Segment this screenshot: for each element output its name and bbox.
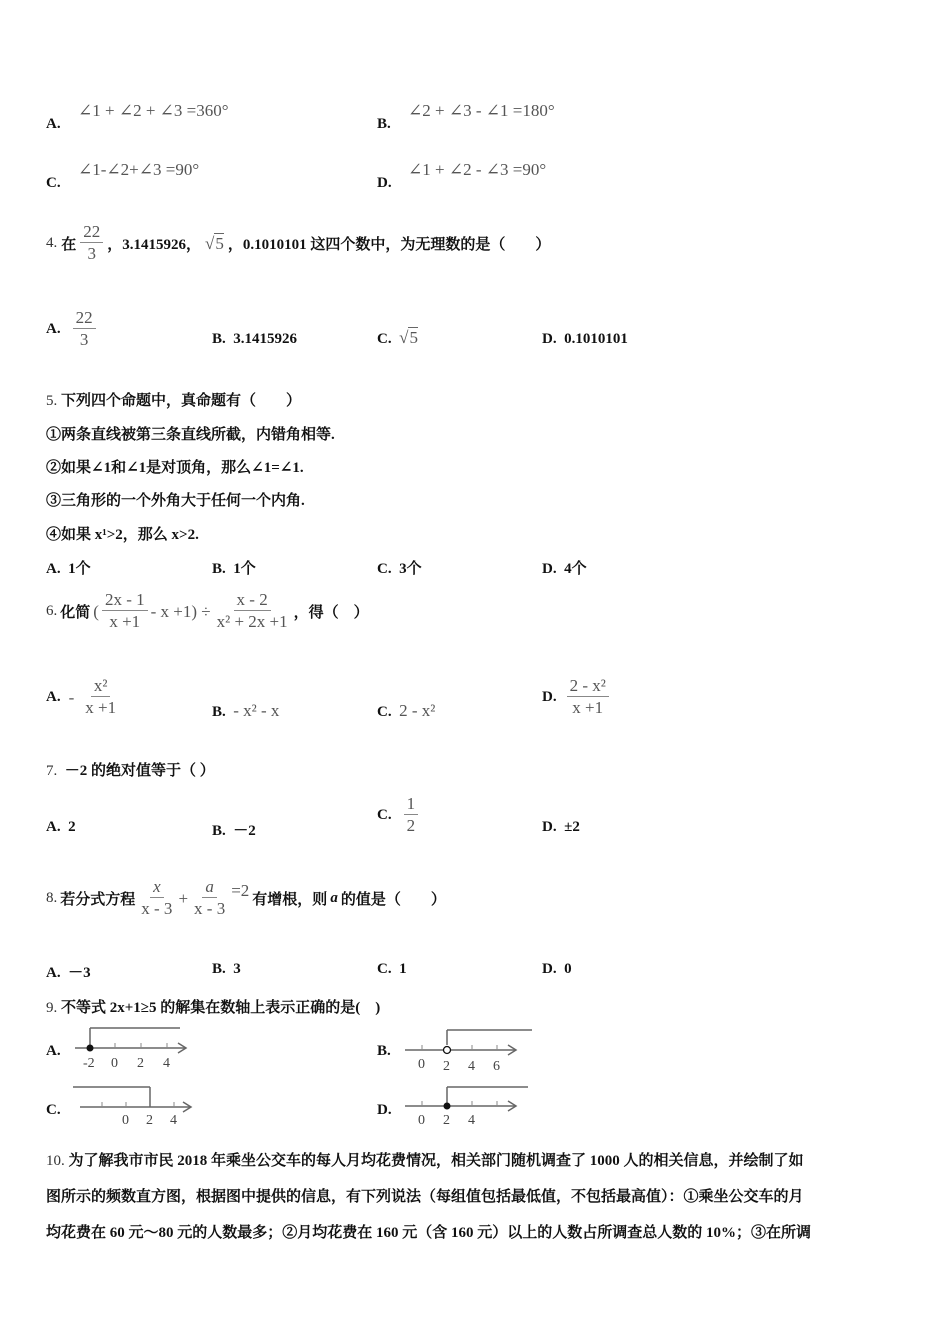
option-label: C. <box>377 807 392 823</box>
stem-text: 的值是（ ） <box>340 892 446 908</box>
option-expr: 2 - x² <box>399 701 436 720</box>
tick-label: 0 <box>111 1056 118 1071</box>
fraction <box>102 590 148 633</box>
option-text: －2 <box>233 823 256 839</box>
option-label: A. <box>46 689 61 705</box>
option-text: 0.1010101 <box>564 331 628 347</box>
option-b <box>212 557 256 578</box>
sqrt-expr: √5 <box>399 328 418 347</box>
option-c-label: C. <box>46 175 61 191</box>
fraction <box>214 590 291 633</box>
expr-mid: - x +1) ÷ <box>150 601 211 621</box>
tick-label: 6 <box>493 1059 500 1073</box>
stem-text: 有增根，则 <box>252 892 328 908</box>
option-d-expr: ∠1 + ∠2 - ∠3 =90° <box>408 160 547 179</box>
question-10-line-1 <box>46 1149 804 1170</box>
numerator: 2x - 1 <box>102 590 148 611</box>
tick-label: 4 <box>163 1056 170 1071</box>
option-text: 0 <box>564 961 572 977</box>
denominator: x +1 <box>572 698 604 717</box>
paragraph-text: 为了解我市市民 2018 年乘坐公交车的每人月均花费情况，相关部门随机调查了 1000 人的相关信息，并绘制了如 <box>68 1153 804 1169</box>
option-label: C. <box>377 961 392 977</box>
option-b-label: B. <box>377 116 391 132</box>
variable: a <box>330 890 338 906</box>
option-b-expr: ∠2 + ∠3 - ∠1 =180° <box>408 101 555 120</box>
option-text: 3个 <box>399 561 422 577</box>
option-b <box>212 701 279 721</box>
option-label: A. <box>46 561 61 577</box>
question-number: 6. <box>46 603 58 619</box>
fraction <box>138 877 175 920</box>
question-number: 5. <box>46 393 58 409</box>
option-label: D. <box>542 331 557 347</box>
statement-1: ①两条直线被第三条直线所截，内错角相等. <box>46 427 335 443</box>
question-10-line-3: 均花费在 60 元～80 元的人数最多；②月均花费在 160 元（含 160 元）以上的人数占所调查总人数的 10%；③在所调 <box>46 1225 812 1241</box>
numerator: 22 <box>73 308 96 329</box>
denominator: 2 <box>406 816 416 835</box>
tick-label: -2 <box>83 1056 95 1071</box>
minus-sign: - <box>68 687 75 707</box>
option-label: D. <box>542 819 557 835</box>
tick-label: 2 <box>146 1113 153 1127</box>
tick-label: 4 <box>170 1113 177 1127</box>
option-text: 3.1415926 <box>233 331 298 347</box>
tick-label: 4 <box>468 1113 475 1127</box>
option-text: 3 <box>233 961 241 977</box>
option-text: ±2 <box>564 819 580 835</box>
number-line-c <box>70 1082 195 1127</box>
fraction <box>404 794 419 837</box>
fraction <box>80 222 103 265</box>
option-label: B. <box>212 823 226 839</box>
option-text: 2 <box>68 819 76 835</box>
option-label: D. <box>542 689 557 705</box>
radicand: 5 <box>215 233 224 253</box>
option-d-label: D. <box>377 1102 392 1118</box>
option-d-label: D. <box>377 175 392 191</box>
tick-label: 4 <box>468 1059 475 1073</box>
numerator: x - 2 <box>234 590 271 611</box>
option-label: B. <box>212 704 226 720</box>
option-a <box>46 961 91 982</box>
option-b <box>212 331 297 348</box>
tick-label: 2 <box>443 1113 450 1127</box>
option-b <box>212 819 256 840</box>
option-label: C. <box>377 561 392 577</box>
option-text: 4个 <box>564 561 587 577</box>
option-expr: - x² - x <box>233 701 280 720</box>
question-number: 7. <box>46 763 58 779</box>
number-line-a <box>70 1023 195 1073</box>
tick-label: 0 <box>418 1057 425 1072</box>
question-7-stem <box>46 759 215 780</box>
question-9-stem <box>46 996 380 1017</box>
question-5-stem <box>46 389 301 410</box>
option-c <box>377 557 422 578</box>
denominator: x - 3 <box>141 899 173 918</box>
statement-2: ②如果∠1和∠1是对顶角，那么∠1=∠1. <box>46 460 304 476</box>
option-c <box>377 794 418 837</box>
denominator: 3 <box>79 330 89 349</box>
option-d <box>542 331 628 348</box>
statement-3: ③三角形的一个外角大于任何一个内角. <box>46 493 305 509</box>
numerator: x² <box>91 676 111 697</box>
option-label: B. <box>212 561 226 577</box>
question-number: 10. <box>46 1153 65 1169</box>
stem-text: ，3.1415926， <box>107 237 202 253</box>
question-4-stem <box>46 222 550 265</box>
fraction <box>82 676 119 719</box>
stem-text: ，0.1010101 这四个数中，为无理数的是（ ） <box>227 237 551 253</box>
stem-text: 化简 <box>60 605 91 621</box>
option-label: C. <box>377 704 392 720</box>
tick-label: 2 <box>443 1059 450 1073</box>
option-d <box>542 819 580 836</box>
tick-label: 0 <box>418 1113 425 1127</box>
option-b <box>212 961 241 978</box>
number-line-d <box>400 1082 535 1127</box>
option-c-expr: ∠1-∠2+∠3 =90° <box>78 160 200 179</box>
sqrt-expr: √5 <box>205 233 224 253</box>
radicand: 5 <box>409 328 418 347</box>
fraction <box>73 308 96 351</box>
tick-label: 2 <box>137 1056 144 1071</box>
option-label: B. <box>212 961 226 977</box>
stem-text: －2 的绝对值等于（ ） <box>64 763 215 779</box>
option-a-expr: ∠1 + ∠2 + ∠3 =360° <box>78 101 229 120</box>
option-b-label: B. <box>377 1043 391 1059</box>
option-d <box>542 961 572 978</box>
statement-4: ④如果 x¹>2，那么 x>2. <box>46 527 199 543</box>
numerator: a <box>202 877 217 898</box>
equals-expr: =2 <box>231 880 250 900</box>
numerator: x <box>150 877 164 898</box>
stem-text: 若分式方程 <box>60 892 136 908</box>
option-label: A. <box>46 965 61 981</box>
plus-sign: + <box>178 888 189 908</box>
question-number: 9. <box>46 1000 58 1016</box>
option-a-label: A. <box>46 116 61 132</box>
tick-label: 0 <box>122 1113 129 1127</box>
option-a-label: A. <box>46 1043 61 1059</box>
denominator: x² + 2x +1 <box>216 612 288 631</box>
option-label: A. <box>46 819 61 835</box>
option-c-label: C. <box>46 1102 61 1118</box>
option-a <box>46 308 96 351</box>
option-label: B. <box>212 331 226 347</box>
option-label: D. <box>542 961 557 977</box>
numerator: 22 <box>80 222 103 243</box>
denominator: x +1 <box>109 612 141 631</box>
stem-text: 下列四个命题中，真命题有（ ） <box>61 393 302 409</box>
paren-open: ( <box>93 601 99 621</box>
option-label: A. <box>46 321 61 337</box>
denominator: 3 <box>87 244 97 263</box>
option-a <box>46 676 119 719</box>
option-text: 1 <box>399 961 407 977</box>
option-text: －3 <box>68 965 91 981</box>
question-6-stem <box>46 590 369 633</box>
option-label: D. <box>542 561 557 577</box>
question-number: 8. <box>46 890 58 906</box>
stem-text: ，得（ ） <box>293 605 369 621</box>
option-c <box>377 961 407 978</box>
question-8-stem <box>46 877 446 920</box>
fraction <box>191 877 228 920</box>
stem-text: 不等式 2x+1≥5 的解集在数轴上表示正确的是( ) <box>61 1000 381 1016</box>
option-d <box>542 676 609 719</box>
numerator: 2 - x² <box>567 676 609 697</box>
option-a <box>46 557 91 578</box>
denominator: x +1 <box>85 698 117 717</box>
option-a <box>46 819 76 836</box>
option-text: 1个 <box>68 561 91 577</box>
numerator: 1 <box>404 794 419 815</box>
question-10-line-2: 图所示的频数直方图，根据图中提供的信息，有下列说法（每组值包括最低值，不包括最高值）：①乘坐公交车的月 <box>46 1189 804 1205</box>
question-number: 4. <box>46 235 58 251</box>
denominator: x - 3 <box>194 899 226 918</box>
option-c <box>377 328 418 348</box>
fraction <box>567 676 609 719</box>
option-d <box>542 557 587 578</box>
number-line-b <box>400 1023 535 1073</box>
option-text: 1个 <box>233 561 256 577</box>
option-label: C. <box>377 331 392 347</box>
option-c <box>377 701 435 721</box>
stem-text: 在 <box>61 237 77 253</box>
